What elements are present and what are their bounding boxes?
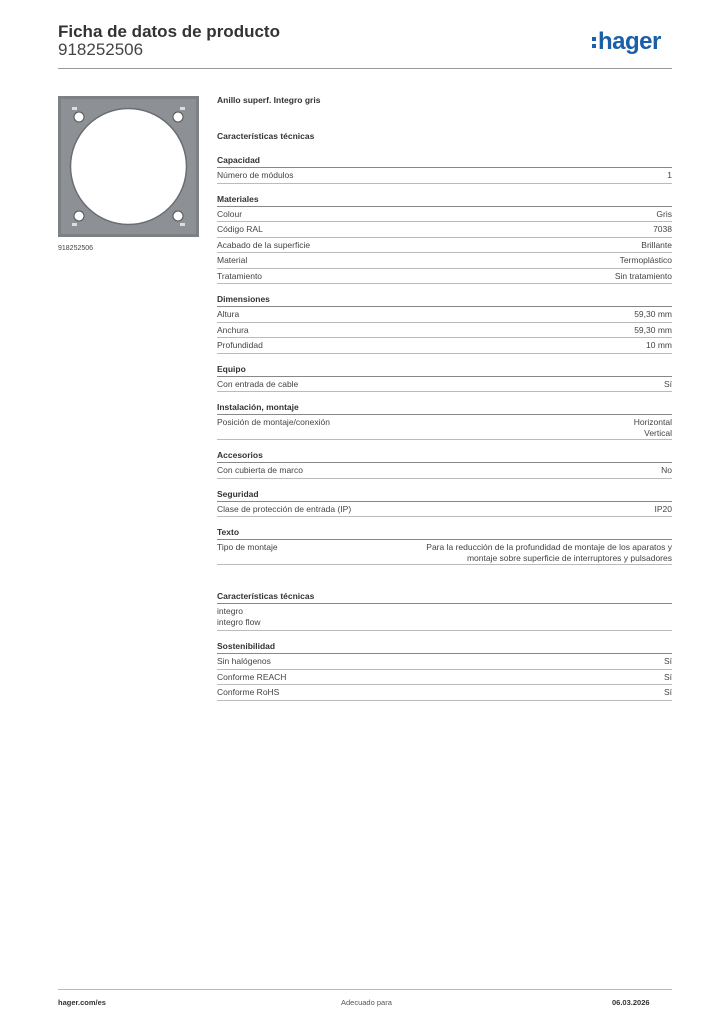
header-divider [58,68,672,69]
section-equipo [217,364,672,393]
spec-row: Posición de montaje/conexión Horizontal Vertical [217,415,672,440]
spec-row: Conforme RoHS Sí [217,685,672,701]
section-texto [217,527,672,565]
spec-content [217,95,672,711]
spec-row: Acabado de la superficie Brillante [217,238,672,254]
section-capacidad [217,155,672,184]
spec-row: Con entrada de cable Sí [217,377,672,393]
spec-row: Número de módulos 1 [217,168,672,184]
section-title: Materiales [217,194,672,207]
footer-divider [58,989,672,990]
value-line: Para la reducción de la profundidad de montaje de los aparatos y [426,542,672,552]
spec-row: Clase de protección de entrada (IP) IP20 [217,502,672,518]
section-materiales [217,194,672,285]
logo-text: hager [598,28,661,55]
surface-ring-icon [58,96,199,237]
tech-title: Características técnicas [217,131,315,141]
spec-row: Tratamiento Sin tratamiento [217,269,672,285]
section-title: Características técnicas [217,591,672,604]
spec-row: Profundidad 10 mm [217,338,672,354]
section-title: Seguridad [217,489,672,502]
section-title: Dimensiones [217,294,672,307]
spec-row: Altura 59,30 mm [217,307,672,323]
footer-suitable: Adecuado para [341,998,392,1007]
spec-row: Colour Gris [217,207,672,223]
logo-dots-icon [592,37,596,48]
spec-row: Código RAL 7038 [217,222,672,238]
page-title: Ficha de datos de producto [58,22,280,41]
section-title: Instalación, montaje [217,402,672,415]
section-title: Accesorios [217,450,672,463]
value-line: Vertical [644,427,672,438]
section-instalacion [217,402,672,440]
section-accesorios [217,450,672,479]
section-caracteristicas [217,591,672,631]
spec-row: Sin halógenos Sí [217,654,672,670]
product-name: Anillo superf. Integro gris [217,95,321,105]
series-item: integro [217,606,243,616]
section-seguridad [217,489,672,518]
section-sostenibilidad [217,641,672,701]
spec-row: Con cubierta de marco No [217,463,672,479]
footer-website-link[interactable]: hager.com/es [58,998,106,1007]
section-dimensiones [217,294,672,354]
section-title: Texto [217,527,672,540]
series-item: integro flow [217,617,261,627]
section-title: Sostenibilidad [217,641,672,654]
spec-row: Conforme REACH Sí [217,670,672,686]
footer-date: 06.03.2026 [612,998,650,1007]
section-title: Equipo [217,364,672,377]
spec-row: Anchura 59,30 mm [217,323,672,339]
product-code: 918252506 [58,40,144,59]
value-line: Horizontal [633,417,672,427]
value-line: montaje sobre superficie de interruptores y pulsadores [466,552,672,563]
hager-logo [592,28,661,56]
spec-row: Material Termoplástico [217,253,672,269]
spec-row: Tipo de montaje Para la reducción de la profundidad de montaje de los aparatos y montaje sobre superficie de interruptores y pulsadores [217,540,672,565]
image-caption: 918252506 [58,245,94,252]
section-title: Capacidad [217,155,672,168]
series-list [217,604,672,631]
